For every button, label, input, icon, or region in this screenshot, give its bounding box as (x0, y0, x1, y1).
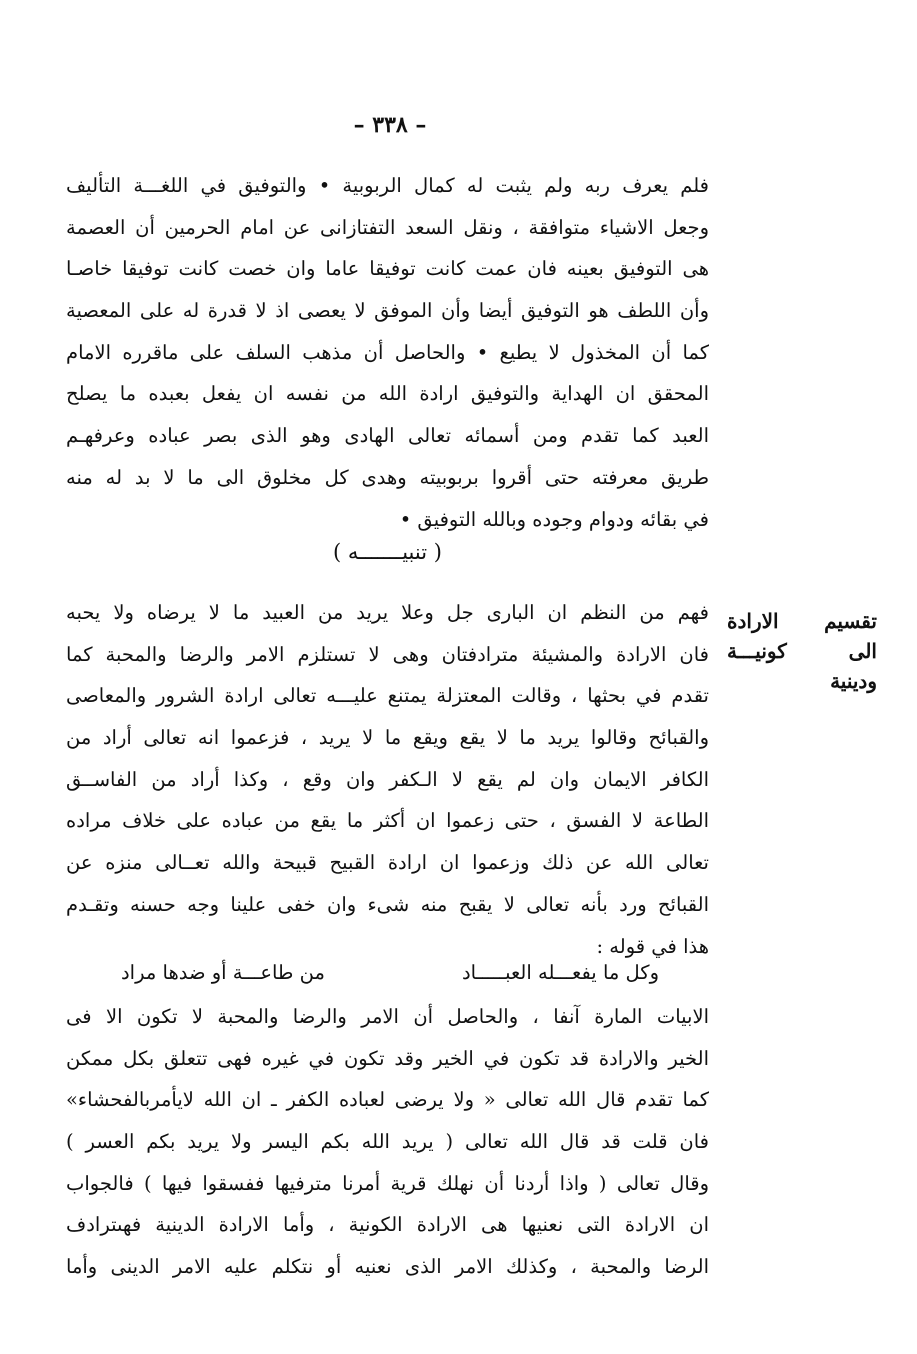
paragraph-bottom (66, 996, 709, 1288)
margin-note-line: تقسيم الارادة (727, 609, 877, 633)
text-line: كما أن المخذول لا يطيع • والحاصل أن مذهب السلف على ماقرره الامام (66, 340, 709, 364)
text-line: فان الارادة والمشيئة مترادفتان وهى لا تستلزم الامر والرضا والمحبة كما (66, 642, 709, 666)
text-line: العبد كما تقدم ومن أسمائه تعالى الهادى وهو الذى بصر عباده وعرفهـم (66, 424, 709, 448)
text-line: كما تقدم قال الله تعالى « ولا يرضى لعباده الكفر ـ ان الله لايأمربالفحشاء» (66, 1088, 709, 1112)
margin-note-line: ودينية (830, 669, 877, 693)
text-line: هى التوفيق بعينه فان عمت كانت توفيقا عاما وان خصت كانت توفيقا خاصـا (66, 257, 709, 281)
text-line: وأن اللطف هو التوفيق أيضا وأن الموفق لا يعصى اذ لا قدرة له على المعصية (66, 299, 709, 323)
text-line: فلم يعرف ربه ولم يثبت له كمال الربوبية • والتوفيق في اللغـــة التأليف (66, 174, 709, 197)
text-line: طريق معرفته حتى أقروا بربوبيته وهدى كل مخلوق الى ما لا بد له منه (66, 465, 709, 489)
text-line: تقدم في بحثها ، وقالت المعتزلة يمتنع عليـــه تعالى ارادة الشرور والمعاصى (66, 684, 709, 708)
paragraph-top (66, 165, 709, 540)
text-line: القبائح ورد بأنه تعالى لا يقبح منه شىء وان خفى علينا وجه حسنه وتقـدم (66, 892, 709, 916)
text-line: الرضا والمحبة ، وكذلك الامر الذى نعنيه أو نتكلم عليه الامر الدينى وأما (66, 1255, 709, 1279)
text-line: وجعل الاشياء متوافقة ، ونقل السعد التفتازانى عن امام الحرمين أن العصمة (66, 215, 709, 239)
text-line: المحقق ان الهداية والتوفيق ارادة الله من نفسه ان يفعل بعبده ما يصلح (66, 382, 709, 406)
text-line: في بقائه ودوام وجوده وبالله التوفيق • (399, 507, 709, 531)
verse-first-hemistich: وكل ما يفعـــله العبـــــاد (461, 961, 659, 984)
verse-second-hemistich: من طاعـــة أو ضدها مراد (121, 961, 325, 984)
text-line: هذا في قوله : (596, 934, 709, 958)
text-line: الطاعة لا الفسق ، حتى زعموا ان أكثر ما يقع من عباده على خلاف مراده (66, 809, 709, 833)
text-line: وقال تعالى ( واذا أردنا أن نهلك قرية أمرنا مترفيها ففسقوا فيها ) فالجواب (66, 1171, 709, 1195)
text-line: والقبائح وقالوا يريد ما لا يقع ويقع ما لا يريد ، فزعموا انه تعالى أراد من (66, 726, 709, 750)
text-line: ان الارادة التى نعنيها هى الارادة الكونية ، وأما الارادة الدينية فهىترادف (66, 1213, 709, 1237)
text-line: الكافر الايمان وان لم يقع لا الـكفر وان وقع ، وكذا أراد من الفاســق (66, 767, 709, 791)
text-line: فهم من النظم ان البارى جل وعلا يريد من العبيد ما لا يرضاه ولا يحبه (66, 601, 709, 624)
text-line: الخير والارادة قد تكون في الخير وقد تكون في غيره فهى تتعلق بكل ممكن (66, 1046, 709, 1070)
section-heading: ( تنبيـــــــه ) (333, 540, 442, 564)
text-line: تعالى الله عن ذلك وزعموا ان ارادة القبيح قبيحة والله تعــالى منزه عن (66, 851, 709, 875)
margin-note (727, 606, 877, 696)
paragraph-middle (66, 592, 709, 967)
text-line: الابيات المارة آنفا ، والحاصل أن الامر والرضا والمحبة لا تكون الا فى (66, 1005, 709, 1028)
margin-note-line: الى كونيـــة (727, 639, 877, 663)
page-number: – ٣٣٨ – (353, 112, 427, 138)
poem-verse (66, 955, 709, 991)
text-line: فان قلت قد قال الله تعالى ( يريد الله بكم اليسر ولا يريد بكم العسر ) (66, 1130, 709, 1154)
